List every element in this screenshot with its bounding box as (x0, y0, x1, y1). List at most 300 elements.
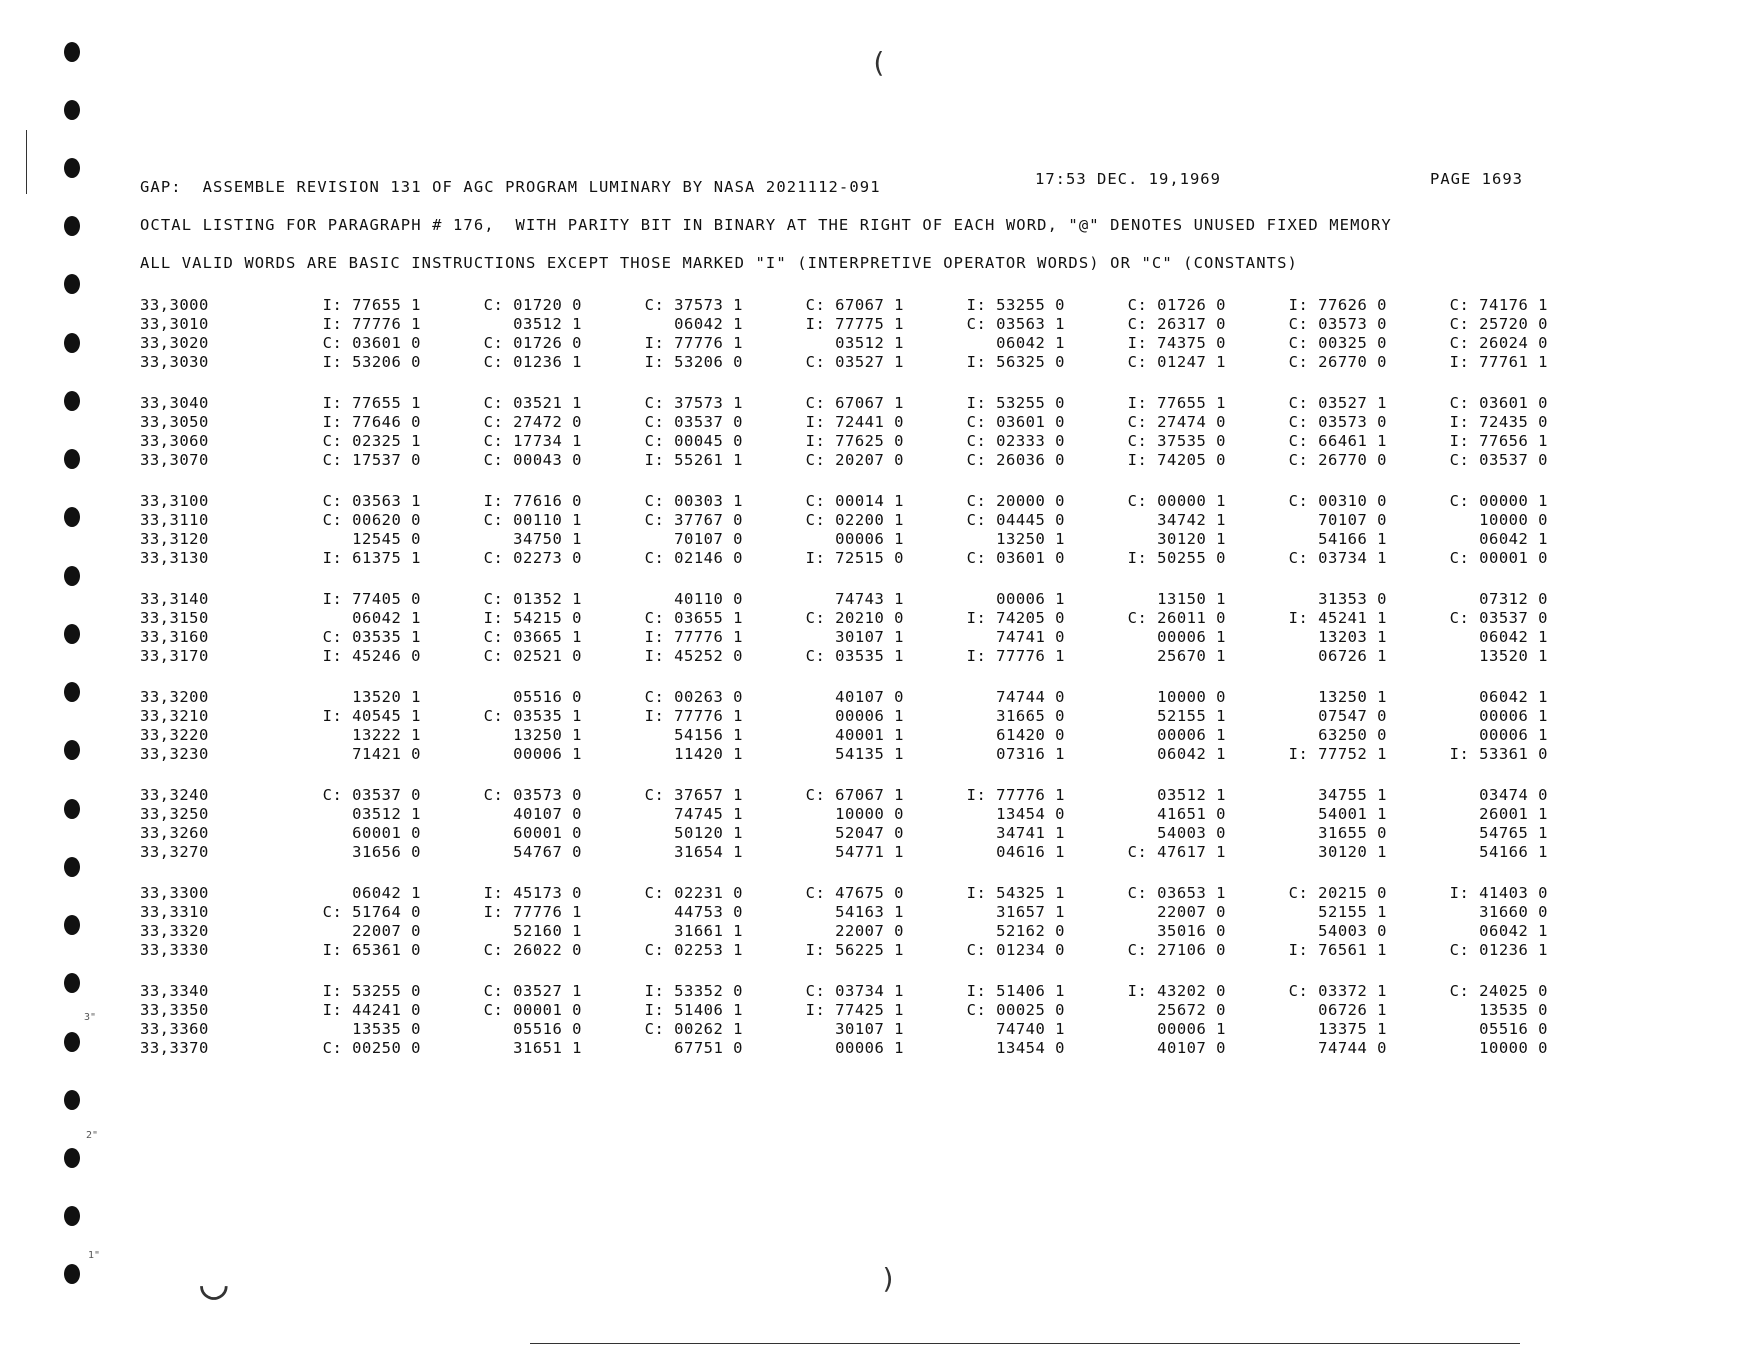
octal-word: 05516 0 (513, 688, 582, 706)
octal-word: I: 50255 0 (1127, 549, 1226, 567)
octal-word: I: 77776 1 (966, 647, 1065, 665)
octal-word: I: 74205 0 (966, 609, 1065, 627)
octal-word: C: 02200 1 (805, 511, 904, 529)
octal-word: 10000 0 (835, 805, 904, 823)
octal-word: I: 77776 1 (483, 903, 582, 921)
octal-word: 13535 0 (1479, 1001, 1548, 1019)
octal-word: 00006 1 (513, 745, 582, 763)
octal-word: 40001 1 (835, 726, 904, 744)
octal-word: I: 56325 0 (966, 353, 1065, 371)
octal-word: I: 43202 0 (1127, 982, 1226, 1000)
punch-hole (64, 1148, 80, 1168)
octal-word: C: 03537 0 (644, 413, 743, 431)
memory-address: 33,3220 (140, 726, 209, 744)
octal-word: C: 00043 0 (483, 451, 582, 469)
listing-row (140, 1001, 1548, 1020)
octal-word: 10000 0 (1479, 511, 1548, 529)
memory-address: 33,3370 (140, 1039, 209, 1057)
memory-address: 33,3260 (140, 824, 209, 842)
octal-word: C: 02333 0 (966, 432, 1065, 450)
memory-address: 33,3040 (140, 394, 209, 412)
listing-row (140, 334, 1548, 353)
octal-word: 31657 1 (996, 903, 1065, 921)
octal-word: C: 74176 1 (1449, 296, 1548, 314)
memory-address: 33,3230 (140, 745, 209, 763)
listing-block (140, 296, 1548, 372)
punch-hole (64, 624, 80, 644)
octal-word: 31655 0 (1318, 824, 1387, 842)
octal-word: 31656 0 (352, 843, 421, 861)
octal-word: I: 74375 0 (1127, 334, 1226, 352)
octal-word: 13520 1 (1479, 647, 1548, 665)
octal-word: 00006 1 (835, 707, 904, 725)
octal-word: C: 02146 0 (644, 549, 743, 567)
punch-hole (64, 333, 80, 353)
memory-address: 33,3160 (140, 628, 209, 646)
octal-word: 61420 0 (996, 726, 1065, 744)
octal-word: C: 02253 1 (644, 941, 743, 959)
validity-note: ALL VALID WORDS ARE BASIC INSTRUCTIONS EXCEPT THOSE MARKED "I" (INTERPRETIVE OPERATOR WORDS) OR "C" (CONSTANTS) (140, 254, 1298, 272)
octal-word: 22007 0 (1157, 903, 1226, 921)
memory-address: 33,3360 (140, 1020, 209, 1038)
octal-word: C: 37573 1 (644, 394, 743, 412)
listing-block (140, 688, 1548, 764)
octal-listing (140, 296, 1548, 1080)
octal-word: 70107 0 (674, 530, 743, 548)
octal-word: C: 26770 0 (1288, 353, 1387, 371)
octal-word: 40107 0 (513, 805, 582, 823)
octal-word: 12545 0 (352, 530, 421, 548)
octal-word: 31660 0 (1479, 903, 1548, 921)
octal-word: I: 53255 0 (322, 982, 421, 1000)
ruler-mark: 2" (86, 1130, 99, 1141)
listing-row (140, 511, 1548, 530)
octal-word: 06042 1 (1479, 922, 1548, 940)
octal-word: 03512 1 (835, 334, 904, 352)
punch-hole (64, 42, 80, 62)
octal-word: I: 41403 0 (1449, 884, 1548, 902)
punch-hole (64, 507, 80, 527)
octal-word: C: 67067 1 (805, 786, 904, 804)
octal-word: C: 03563 1 (966, 315, 1065, 333)
octal-word: C: 03573 0 (1288, 315, 1387, 333)
octal-word: 06726 1 (1318, 1001, 1387, 1019)
listing-row (140, 745, 1548, 764)
octal-word: 74744 0 (1318, 1039, 1387, 1057)
octal-word: C: 00045 0 (644, 432, 743, 450)
octal-word: 13250 1 (1318, 688, 1387, 706)
octal-word: C: 02231 0 (644, 884, 743, 902)
octal-word: I: 77655 1 (322, 296, 421, 314)
octal-word: C: 01352 1 (483, 590, 582, 608)
octal-word: 40107 0 (835, 688, 904, 706)
memory-address: 33,3120 (140, 530, 209, 548)
octal-word: C: 00310 0 (1288, 492, 1387, 510)
octal-word: I: 45246 0 (322, 647, 421, 665)
octal-word: 54166 1 (1318, 530, 1387, 548)
listing-row (140, 492, 1548, 511)
octal-word: I: 53361 0 (1449, 745, 1548, 763)
octal-word: I: 74205 0 (1127, 451, 1226, 469)
octal-word: C: 27472 0 (483, 413, 582, 431)
octal-word: C: 26022 0 (483, 941, 582, 959)
octal-word: C: 00303 1 (644, 492, 743, 510)
listing-block (140, 394, 1548, 470)
listing-row (140, 805, 1548, 824)
octal-word: C: 03655 1 (644, 609, 743, 627)
octal-word: I: 77655 1 (322, 394, 421, 412)
octal-word: I: 53352 0 (644, 982, 743, 1000)
octal-word: 07547 0 (1318, 707, 1387, 725)
octal-word: C: 02521 0 (483, 647, 582, 665)
octal-word: 13520 1 (352, 688, 421, 706)
punch-hole (64, 973, 80, 993)
octal-word: C: 26317 0 (1127, 315, 1226, 333)
octal-word: C: 26024 0 (1449, 334, 1548, 352)
listing-row (140, 413, 1548, 432)
memory-address: 33,3150 (140, 609, 209, 627)
octal-word: 25670 1 (1157, 647, 1226, 665)
octal-word: C: 03527 1 (483, 982, 582, 1000)
octal-word: C: 02325 1 (322, 432, 421, 450)
octal-word: C: 03537 0 (1449, 609, 1548, 627)
page-number: PAGE 1693 (1430, 170, 1523, 188)
octal-word: 07312 0 (1479, 590, 1548, 608)
octal-word: C: 26011 0 (1127, 609, 1226, 627)
octal-word: C: 47617 1 (1127, 843, 1226, 861)
octal-word: 06726 1 (1318, 647, 1387, 665)
print-timestamp: 17:53 DEC. 19,1969 (1035, 170, 1221, 188)
octal-word: 03512 1 (352, 805, 421, 823)
page-rule (530, 1343, 1520, 1344)
octal-word: I: 56225 1 (805, 941, 904, 959)
octal-word: I: 51406 1 (966, 982, 1065, 1000)
punch-hole (64, 915, 80, 935)
octal-word: 00006 1 (1157, 628, 1226, 646)
octal-word: I: 77646 0 (322, 413, 421, 431)
octal-word: C: 47675 0 (805, 884, 904, 902)
octal-word: 07316 1 (996, 745, 1065, 763)
octal-word: C: 00000 1 (1449, 492, 1548, 510)
octal-word: 25672 0 (1157, 1001, 1226, 1019)
listing-row (140, 726, 1548, 745)
octal-word: C: 37657 1 (644, 786, 743, 804)
memory-address: 33,3300 (140, 884, 209, 902)
octal-word: I: 77776 1 (322, 315, 421, 333)
octal-word: C: 01720 0 (483, 296, 582, 314)
octal-word: 31665 0 (996, 707, 1065, 725)
octal-word: C: 17537 0 (322, 451, 421, 469)
pen-mark: ◡ (200, 1255, 228, 1309)
octal-word: I: 77655 1 (1127, 394, 1226, 412)
punch-hole (64, 799, 80, 819)
octal-word: 30120 1 (1157, 530, 1226, 548)
octal-word: 54003 0 (1157, 824, 1226, 842)
octal-word: 34741 1 (996, 824, 1065, 842)
listing-block (140, 982, 1548, 1058)
octal-word: I: 77405 0 (322, 590, 421, 608)
octal-word: C: 00025 0 (966, 1001, 1065, 1019)
octal-word: 31654 1 (674, 843, 743, 861)
punch-hole (64, 740, 80, 760)
octal-word: C: 03527 1 (805, 353, 904, 371)
octal-word: 54156 1 (674, 726, 743, 744)
octal-word: 52162 0 (996, 922, 1065, 940)
octal-word: I: 72441 0 (805, 413, 904, 431)
octal-word: 74741 0 (996, 628, 1065, 646)
octal-word: C: 03734 1 (805, 982, 904, 1000)
octal-word: C: 51764 0 (322, 903, 421, 921)
assembly-header: GAP: ASSEMBLE REVISION 131 OF AGC PROGRAM LUMINARY BY NASA 2021112-091 (140, 178, 881, 196)
memory-address: 33,3100 (140, 492, 209, 510)
octal-word: I: 53255 0 (966, 296, 1065, 314)
octal-word: I: 53206 0 (322, 353, 421, 371)
memory-address: 33,3320 (140, 922, 209, 940)
octal-word: C: 26036 0 (966, 451, 1065, 469)
memory-address: 33,3050 (140, 413, 209, 431)
octal-word: 54001 1 (1318, 805, 1387, 823)
octal-word: C: 01236 1 (483, 353, 582, 371)
memory-address: 33,3350 (140, 1001, 209, 1019)
octal-word: 26001 1 (1479, 805, 1548, 823)
octal-word: 31353 0 (1318, 590, 1387, 608)
margin-bar (26, 130, 27, 194)
octal-word: 00006 1 (1157, 726, 1226, 744)
octal-word: 54163 1 (835, 903, 904, 921)
memory-address: 33,3000 (140, 296, 209, 314)
punch-hole (64, 857, 80, 877)
memory-address: 33,3330 (140, 941, 209, 959)
octal-word: C: 67067 1 (805, 296, 904, 314)
octal-word: C: 37535 0 (1127, 432, 1226, 450)
punch-hole (64, 100, 80, 120)
memory-address: 33,3310 (140, 903, 209, 921)
octal-word: 34750 1 (513, 530, 582, 548)
octal-word: 00006 1 (1157, 1020, 1226, 1038)
punch-hole (64, 682, 80, 702)
memory-address: 33,3060 (140, 432, 209, 450)
octal-word: I: 45241 1 (1288, 609, 1387, 627)
octal-word: C: 00110 1 (483, 511, 582, 529)
octal-word: C: 01726 0 (483, 334, 582, 352)
octal-word: 00006 1 (1479, 707, 1548, 725)
octal-word: C: 03665 1 (483, 628, 582, 646)
pen-mark: ) (880, 1262, 897, 1295)
octal-word: C: 00263 0 (644, 688, 743, 706)
octal-word: I: 54325 1 (966, 884, 1065, 902)
octal-word: I: 77425 1 (805, 1001, 904, 1019)
octal-word: 52155 1 (1157, 707, 1226, 725)
octal-word: C: 26770 0 (1288, 451, 1387, 469)
octal-word: C: 03535 1 (322, 628, 421, 646)
octal-word: 06042 1 (352, 884, 421, 902)
memory-address: 33,3130 (140, 549, 209, 567)
octal-word: 74745 1 (674, 805, 743, 823)
memory-address: 33,3200 (140, 688, 209, 706)
octal-word: 30120 1 (1318, 843, 1387, 861)
octal-word: C: 02273 0 (483, 549, 582, 567)
punch-hole (64, 391, 80, 411)
octal-word: 31661 1 (674, 922, 743, 940)
listing-row (140, 922, 1548, 941)
octal-word: 13203 1 (1318, 628, 1387, 646)
octal-word: 06042 1 (1479, 530, 1548, 548)
octal-word: I: 76561 1 (1288, 941, 1387, 959)
octal-word: 05516 0 (1479, 1020, 1548, 1038)
listing-block (140, 590, 1548, 666)
memory-address: 33,3030 (140, 353, 209, 371)
octal-word: 13454 0 (996, 805, 1065, 823)
memory-address: 33,3170 (140, 647, 209, 665)
octal-word: 74744 0 (996, 688, 1065, 706)
octal-word: I: 54215 0 (483, 609, 582, 627)
octal-word: 34742 1 (1157, 511, 1226, 529)
octal-word: 06042 1 (674, 315, 743, 333)
memory-address: 33,3210 (140, 707, 209, 725)
octal-word: 54767 0 (513, 843, 582, 861)
octal-word: C: 01236 1 (1449, 941, 1548, 959)
octal-word: I: 77776 1 (644, 707, 743, 725)
octal-word: I: 45252 0 (644, 647, 743, 665)
memory-address: 33,3070 (140, 451, 209, 469)
ruler-mark: 1" (88, 1250, 101, 1261)
octal-word: 06042 1 (996, 334, 1065, 352)
octal-word: 10000 0 (1479, 1039, 1548, 1057)
octal-word: C: 03563 1 (322, 492, 421, 510)
punch-hole (64, 566, 80, 586)
punch-hole (64, 274, 80, 294)
octal-word: C: 03521 1 (483, 394, 582, 412)
listing-row (140, 315, 1548, 334)
octal-word: 52160 1 (513, 922, 582, 940)
octal-word: C: 66461 1 (1288, 432, 1387, 450)
listing-row (140, 824, 1548, 843)
octal-word: 44753 0 (674, 903, 743, 921)
listing-row (140, 628, 1548, 647)
octal-word: I: 45173 0 (483, 884, 582, 902)
octal-word: 54003 0 (1318, 922, 1387, 940)
octal-word: I: 77626 0 (1288, 296, 1387, 314)
octal-word: C: 00325 0 (1288, 334, 1387, 352)
octal-word: I: 61375 1 (322, 549, 421, 567)
octal-word: C: 25720 0 (1449, 315, 1548, 333)
octal-word: C: 27474 0 (1127, 413, 1226, 431)
octal-word: 41651 0 (1157, 805, 1226, 823)
listing-row (140, 353, 1548, 372)
octal-word: I: 77752 1 (1288, 745, 1387, 763)
octal-word: 40107 0 (1157, 1039, 1226, 1057)
octal-word: C: 24025 0 (1449, 982, 1548, 1000)
memory-address: 33,3340 (140, 982, 209, 1000)
listing-row (140, 982, 1548, 1001)
octal-word: C: 00262 1 (644, 1020, 743, 1038)
octal-word: 70107 0 (1318, 511, 1387, 529)
octal-word: 03512 1 (513, 315, 582, 333)
octal-word: 71421 0 (352, 745, 421, 763)
octal-word: 06042 1 (1479, 688, 1548, 706)
octal-word: C: 03535 1 (805, 647, 904, 665)
octal-word: 30107 1 (835, 628, 904, 646)
listing-row (140, 707, 1548, 726)
octal-word: 54771 1 (835, 843, 904, 861)
octal-word: C: 01247 1 (1127, 353, 1226, 371)
octal-word: C: 00014 1 (805, 492, 904, 510)
octal-word: I: 72435 0 (1449, 413, 1548, 431)
octal-word: I: 77761 1 (1449, 353, 1548, 371)
memory-address: 33,3270 (140, 843, 209, 861)
octal-word: C: 00620 0 (322, 511, 421, 529)
octal-word: C: 00000 1 (1127, 492, 1226, 510)
octal-word: 03474 0 (1479, 786, 1548, 804)
listing-row (140, 530, 1548, 549)
listing-row (140, 941, 1548, 960)
listing-row (140, 647, 1548, 666)
listing-row (140, 549, 1548, 568)
listing-block (140, 492, 1548, 568)
memory-address: 33,3250 (140, 805, 209, 823)
octal-word: C: 37573 1 (644, 296, 743, 314)
memory-address: 33,3240 (140, 786, 209, 804)
listing-row (140, 451, 1548, 470)
octal-word: C: 20210 0 (805, 609, 904, 627)
octal-word: I: 77616 0 (483, 492, 582, 510)
listing-row (140, 1039, 1548, 1058)
memory-address: 33,3020 (140, 334, 209, 352)
octal-word: C: 01726 0 (1127, 296, 1226, 314)
octal-word: I: 55261 1 (644, 451, 743, 469)
octal-word: 13150 1 (1157, 590, 1226, 608)
octal-word: 54765 1 (1479, 824, 1548, 842)
octal-word: I: 53255 0 (966, 394, 1065, 412)
octal-word: 54166 1 (1479, 843, 1548, 861)
octal-word: C: 03653 1 (1127, 884, 1226, 902)
punch-hole (64, 1032, 80, 1052)
octal-word: C: 27106 0 (1127, 941, 1226, 959)
octal-word: C: 03527 1 (1288, 394, 1387, 412)
listing-row (140, 394, 1548, 413)
octal-word: I: 77776 1 (644, 334, 743, 352)
octal-word: I: 77775 1 (805, 315, 904, 333)
octal-word: 13250 1 (513, 726, 582, 744)
octal-word: I: 72515 0 (805, 549, 904, 567)
octal-word: 74743 1 (835, 590, 904, 608)
octal-word: 60001 0 (513, 824, 582, 842)
listing-row (140, 903, 1548, 922)
octal-word: C: 03573 0 (1288, 413, 1387, 431)
octal-word: 63250 0 (1318, 726, 1387, 744)
octal-word: C: 03537 0 (1449, 451, 1548, 469)
octal-word: 52047 0 (835, 824, 904, 842)
octal-word: C: 03601 0 (966, 549, 1065, 567)
octal-word: 40110 0 (674, 590, 743, 608)
octal-word: 13454 0 (996, 1039, 1065, 1057)
listing-row (140, 590, 1548, 609)
octal-word: 30107 1 (835, 1020, 904, 1038)
octal-word: 00006 1 (835, 530, 904, 548)
memory-address: 33,3110 (140, 511, 209, 529)
listing-row (140, 432, 1548, 451)
octal-word: 50120 1 (674, 824, 743, 842)
octal-word: C: 00001 0 (483, 1001, 582, 1019)
octal-word: 31651 1 (513, 1039, 582, 1057)
punch-hole (64, 216, 80, 236)
octal-word: 05516 0 (513, 1020, 582, 1038)
octal-word: 35016 0 (1157, 922, 1226, 940)
octal-word: C: 03535 1 (483, 707, 582, 725)
octal-word: 13250 1 (996, 530, 1065, 548)
listing-block (140, 884, 1548, 960)
octal-word: C: 00001 0 (1449, 549, 1548, 567)
